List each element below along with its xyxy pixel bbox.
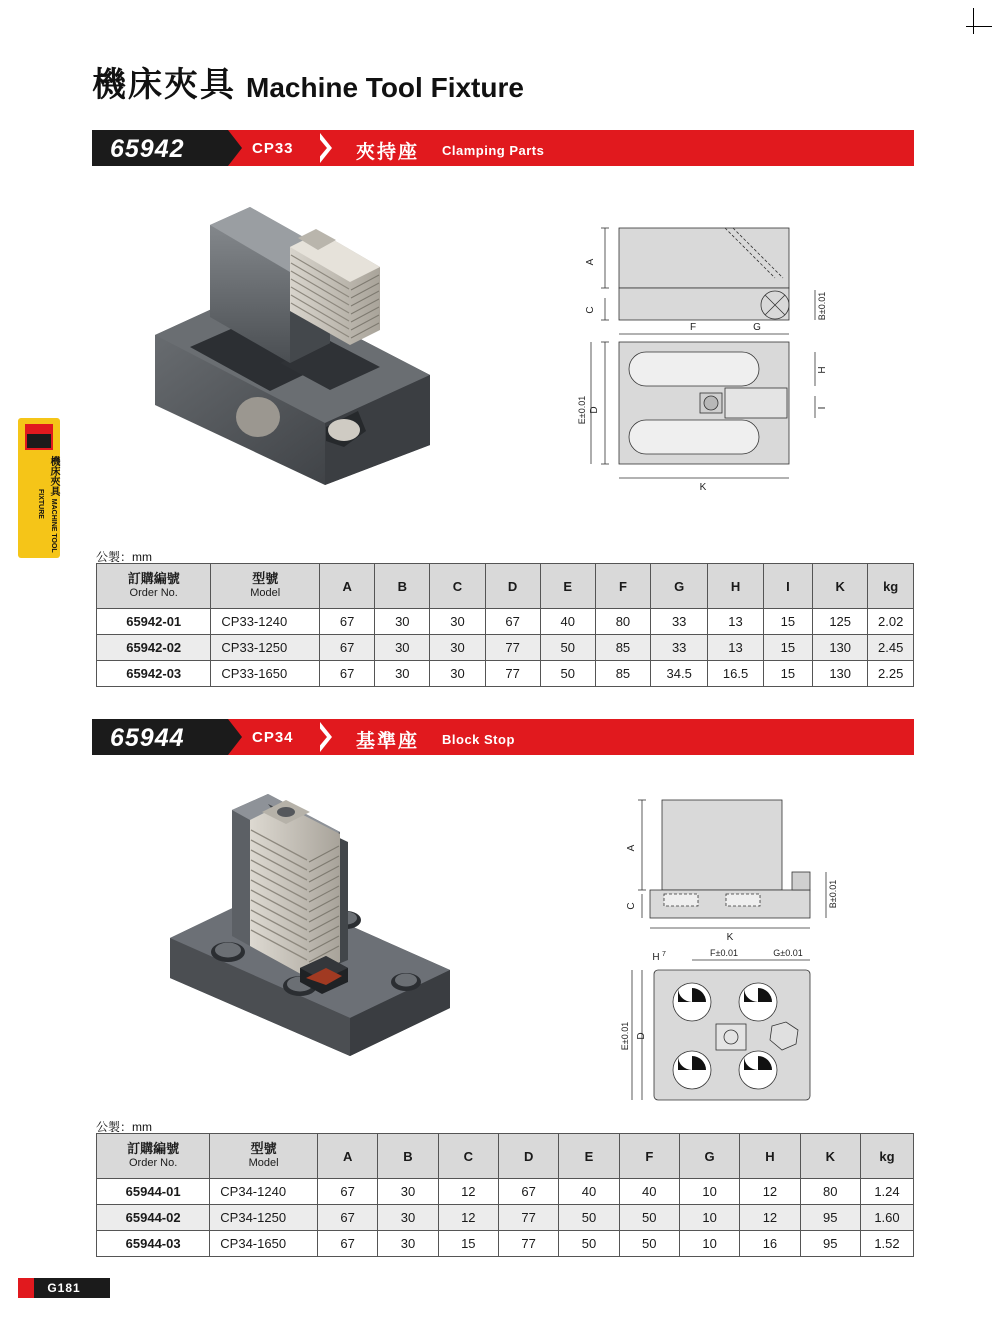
table-row (97, 661, 914, 687)
col-c: C (438, 1134, 498, 1179)
col-d: D (498, 1134, 558, 1179)
section-code-65942: 65942 (110, 135, 185, 163)
cell-a: 67 (320, 661, 375, 687)
col-g: G (651, 564, 708, 609)
cell-b: 30 (378, 1205, 438, 1231)
side-tab-label (18, 454, 60, 554)
cell-h: 13 (708, 609, 763, 635)
section-name-cn-65942: 夾持座 (356, 142, 420, 163)
table-row (97, 1179, 914, 1205)
page-title-cn: 機床夾具 (92, 66, 236, 104)
cell-g: 10 (679, 1231, 739, 1257)
cell-d: 77 (498, 1231, 558, 1257)
cell-model: CP34-1240 (210, 1179, 318, 1205)
col-i: I (763, 564, 812, 609)
cell-c: 30 (430, 661, 485, 687)
svg-text:F: F (689, 322, 697, 333)
cell-e: 50 (559, 1231, 619, 1257)
cell-kg: 2.02 (868, 609, 914, 635)
cell-h: 16.5 (708, 661, 763, 687)
cell-b: 30 (375, 635, 430, 661)
cell-g: 33 (651, 609, 708, 635)
svg-text:H: H (817, 366, 828, 374)
col-k: K (813, 564, 868, 609)
section-banner-65944 (92, 719, 914, 755)
cell-order-no: 65942-01 (97, 609, 211, 635)
table-row (97, 635, 914, 661)
cell-kg: 2.45 (868, 635, 914, 661)
cell-i: 15 (763, 609, 812, 635)
cell-model: CP33-1240 (211, 609, 320, 635)
svg-text:E±0.01: E±0.01 (620, 1021, 630, 1051)
cell-d: 77 (498, 1205, 558, 1231)
cell-order-no: 65944-03 (97, 1231, 210, 1257)
cell-k: 130 (813, 661, 868, 687)
col-order-no: 訂購編號 Order No. (97, 564, 211, 609)
cell-model: CP34-1250 (210, 1205, 318, 1231)
col-e: E (540, 564, 595, 609)
cell-c: 30 (430, 635, 485, 661)
cell-e: 50 (559, 1205, 619, 1231)
svg-text:D: D (589, 406, 600, 414)
svg-text:K: K (726, 932, 734, 943)
cell-kg: 1.52 (860, 1231, 913, 1257)
cell-kg: 2.25 (868, 661, 914, 687)
section-name-en-65944: Block Stop (442, 732, 515, 747)
cell-order-no: 65944-02 (97, 1205, 210, 1231)
cell-order-no: 65942-02 (97, 635, 211, 661)
col-f: F (595, 564, 650, 609)
table-row (97, 609, 914, 635)
cell-a: 67 (317, 1179, 377, 1205)
unit-label-1: 公製：mm (96, 550, 152, 564)
col-h: H (708, 564, 763, 609)
svg-text:C: C (626, 902, 637, 910)
cell-k: 125 (813, 609, 868, 635)
col-h: H (740, 1134, 800, 1179)
table-header-row (97, 564, 914, 609)
cell-b: 30 (375, 609, 430, 635)
svg-text:G±0.01: G±0.01 (773, 948, 803, 958)
cell-d: 77 (485, 635, 540, 661)
product-photo-65942 (130, 195, 460, 525)
cell-a: 67 (320, 609, 375, 635)
cell-i: 15 (763, 635, 812, 661)
cell-a: 67 (317, 1231, 377, 1257)
side-tab-label-cn: 機床夾具 (48, 455, 59, 496)
svg-text:A: A (585, 258, 596, 266)
cell-k: 95 (800, 1231, 860, 1257)
cell-a: 67 (320, 635, 375, 661)
cell-kg: 1.60 (860, 1205, 913, 1231)
cell-order-no: 65942-03 (97, 661, 211, 687)
cell-b: 30 (378, 1231, 438, 1257)
table-row (97, 1231, 914, 1257)
cell-h: 12 (740, 1179, 800, 1205)
cell-a: 67 (317, 1205, 377, 1231)
cell-model: CP34-1650 (210, 1231, 318, 1257)
cell-d: 77 (485, 661, 540, 687)
side-tab-label-en: MACHINE TOOL FIXTURE (37, 489, 57, 553)
col-g: G (679, 1134, 739, 1179)
cell-f: 50 (619, 1205, 679, 1231)
cell-g: 34.5 (651, 661, 708, 687)
cell-g: 10 (679, 1205, 739, 1231)
cell-i: 15 (763, 661, 812, 687)
col-a: A (320, 564, 375, 609)
cell-kg: 1.24 (860, 1179, 913, 1205)
page-title (92, 68, 524, 102)
table-row (97, 1205, 914, 1231)
cell-k: 130 (813, 635, 868, 661)
side-tab-machine-tool-fixture (18, 418, 60, 558)
cell-e: 40 (559, 1179, 619, 1205)
unit-label-2: 公製：mm (96, 1120, 152, 1134)
crop-mark-horizontal (966, 26, 992, 27)
col-e: E (559, 1134, 619, 1179)
col-model: 型號 Model (211, 564, 320, 609)
cell-b: 30 (378, 1179, 438, 1205)
cell-d: 67 (485, 609, 540, 635)
col-f: F (619, 1134, 679, 1179)
page-title-en: Machine Tool Fixture (246, 72, 524, 103)
cell-e: 50 (540, 661, 595, 687)
cell-g: 10 (679, 1179, 739, 1205)
cell-c: 12 (438, 1179, 498, 1205)
col-order-no: 訂購編號 Order No. (97, 1134, 210, 1179)
crop-mark-vertical (973, 8, 974, 34)
cell-f: 85 (595, 635, 650, 661)
svg-text:E±0.01: E±0.01 (577, 395, 587, 425)
technical-drawing-65944 (620, 790, 870, 1110)
svg-text:A: A (626, 844, 637, 852)
col-c: C (430, 564, 485, 609)
cell-f: 85 (595, 661, 650, 687)
svg-text:B±0.01: B±0.01 (828, 879, 838, 909)
svg-text:G: G (753, 322, 761, 333)
section-series-cp34: CP34 (252, 729, 294, 746)
cell-f: 40 (619, 1179, 679, 1205)
cell-g: 33 (651, 635, 708, 661)
section-name-cn-65944: 基準座 (356, 731, 420, 752)
cell-c: 15 (438, 1231, 498, 1257)
section-series-cp33: CP33 (252, 140, 294, 157)
svg-text:C: C (585, 306, 596, 314)
svg-text:H: H (652, 952, 660, 963)
col-model: 型號 Model (210, 1134, 318, 1179)
technical-drawing-65942 (575, 210, 855, 510)
svg-text:D: D (636, 1032, 647, 1040)
chevron-right-icon (320, 133, 342, 163)
col-b: B (378, 1134, 438, 1179)
cell-f: 50 (619, 1231, 679, 1257)
cell-k: 80 (800, 1179, 860, 1205)
cell-c: 30 (430, 609, 485, 635)
cell-d: 67 (498, 1179, 558, 1205)
col-kg: kg (868, 564, 914, 609)
page-number: G181 (47, 1281, 81, 1295)
section-code-65944: 65944 (110, 724, 185, 752)
side-tab-thumbnail-icon (25, 424, 53, 450)
col-d: D (485, 564, 540, 609)
cell-e: 40 (540, 609, 595, 635)
spec-table-65944 (96, 1133, 914, 1257)
page-footer (18, 1278, 110, 1298)
cell-f: 80 (595, 609, 650, 635)
chevron-right-icon (320, 722, 342, 752)
cell-b: 30 (375, 661, 430, 687)
spec-table-65942 (96, 563, 914, 687)
col-a: A (317, 1134, 377, 1179)
section-banner-65942 (92, 130, 914, 166)
svg-text:F±0.01: F±0.01 (710, 948, 738, 958)
table-header-row (97, 1134, 914, 1179)
col-kg: kg (860, 1134, 913, 1179)
cell-e: 50 (540, 635, 595, 661)
product-photo-65944 (150, 790, 480, 1100)
cell-c: 12 (438, 1205, 498, 1231)
cell-h: 16 (740, 1231, 800, 1257)
cell-k: 95 (800, 1205, 860, 1231)
section-name-en-65942: Clamping Parts (442, 143, 545, 158)
cell-order-no: 65944-01 (97, 1179, 210, 1205)
cell-model: CP33-1250 (211, 635, 320, 661)
cell-model: CP33-1650 (211, 661, 320, 687)
cell-h: 12 (740, 1205, 800, 1231)
col-k: K (800, 1134, 860, 1179)
svg-text:I: I (817, 406, 828, 410)
svg-text:B±0.01: B±0.01 (817, 291, 827, 321)
col-b: B (375, 564, 430, 609)
cell-h: 13 (708, 635, 763, 661)
svg-text:K: K (699, 482, 707, 493)
svg-text:7: 7 (662, 951, 666, 958)
